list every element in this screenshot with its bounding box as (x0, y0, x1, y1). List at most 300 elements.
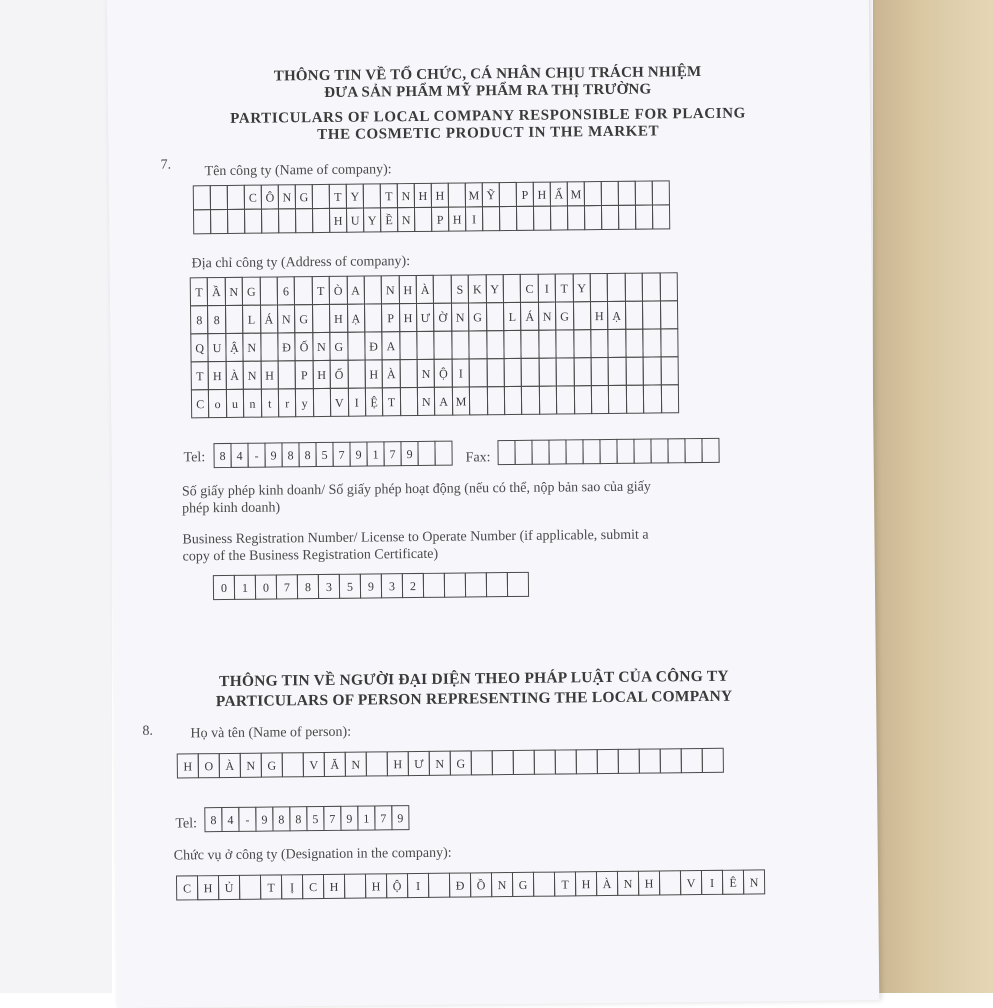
char-cell[interactable] (399, 331, 418, 360)
char-cell[interactable] (521, 386, 540, 415)
char-cell[interactable]: H (533, 182, 551, 207)
char-cell[interactable]: 2 (402, 573, 424, 598)
char-cell[interactable] (667, 438, 685, 463)
char-cell[interactable] (499, 206, 517, 231)
char-cell[interactable]: 9 (340, 806, 358, 831)
char-cell[interactable]: I (465, 206, 483, 231)
char-cell[interactable]: P (431, 207, 449, 232)
char-cell[interactable]: Ò (329, 276, 348, 305)
char-cell[interactable]: P (295, 360, 314, 389)
char-cell[interactable]: 8 (207, 305, 226, 334)
char-cell[interactable]: Ạ (347, 304, 366, 333)
char-cell[interactable]: Ị (281, 874, 303, 899)
char-cell[interactable] (400, 387, 419, 416)
char-cell[interactable] (239, 875, 261, 900)
char-cell[interactable] (210, 209, 228, 234)
char-cell[interactable] (567, 205, 585, 230)
char-cell[interactable]: 0 (213, 575, 235, 600)
char-cell[interactable]: 3 (381, 573, 403, 598)
char-cell[interactable] (433, 275, 452, 304)
char-cell[interactable]: Ẩ (550, 181, 568, 206)
company-fax-field[interactable] (497, 438, 719, 465)
char-cell[interactable] (576, 749, 598, 774)
char-cell[interactable] (555, 329, 574, 358)
char-cell[interactable] (193, 185, 211, 210)
char-cell[interactable]: H (177, 753, 199, 778)
char-cell[interactable] (573, 385, 592, 414)
char-cell[interactable]: u (226, 389, 245, 418)
char-cell[interactable]: Ư (408, 751, 430, 776)
char-cell[interactable]: 7 (374, 805, 392, 830)
char-cell[interactable] (590, 329, 609, 358)
char-cell[interactable]: Ầ (207, 277, 226, 306)
char-cell[interactable]: 1 (234, 575, 256, 600)
char-cell[interactable]: V (680, 870, 702, 895)
char-cell[interactable]: Y (485, 274, 504, 303)
char-cell[interactable]: N (451, 302, 470, 331)
char-cell[interactable]: C (244, 185, 262, 210)
char-cell[interactable] (701, 438, 719, 463)
char-cell[interactable] (313, 388, 332, 417)
char-cell[interactable]: 1 (357, 805, 375, 830)
char-cell[interactable]: H (208, 361, 227, 390)
char-cell[interactable]: H (329, 208, 347, 233)
char-cell[interactable]: G (450, 750, 472, 775)
char-cell[interactable]: 5 (315, 442, 333, 467)
char-cell[interactable]: S (451, 274, 470, 303)
char-cell[interactable]: Ô (261, 184, 279, 209)
char-cell[interactable]: C (520, 274, 539, 303)
char-cell[interactable]: t (260, 388, 279, 417)
char-cell[interactable] (590, 273, 609, 302)
char-cell[interactable]: 8 (298, 442, 316, 467)
char-cell[interactable]: A (382, 331, 401, 360)
char-cell[interactable] (434, 331, 453, 360)
char-cell[interactable] (684, 438, 702, 463)
char-cell[interactable]: - (238, 807, 256, 832)
company-tel-field[interactable] (213, 441, 452, 469)
char-cell[interactable] (497, 440, 515, 465)
char-cell[interactable] (565, 439, 583, 464)
char-cell[interactable] (434, 441, 452, 466)
char-cell[interactable] (486, 330, 505, 359)
char-cell[interactable]: 7 (323, 806, 341, 831)
char-cell[interactable]: N (491, 872, 513, 897)
char-cell[interactable] (469, 386, 488, 415)
char-cell[interactable] (573, 301, 592, 330)
char-cell[interactable] (538, 358, 557, 387)
char-cell[interactable]: T (329, 184, 347, 209)
char-cell[interactable]: 8 (289, 806, 307, 831)
char-cell[interactable]: A (434, 387, 453, 416)
char-cell[interactable] (659, 272, 678, 301)
char-cell[interactable] (635, 181, 653, 206)
char-cell[interactable]: H (448, 206, 466, 231)
char-cell[interactable] (616, 439, 634, 464)
char-cell[interactable]: H (398, 275, 417, 304)
char-cell[interactable]: G (242, 277, 261, 306)
char-cell[interactable]: Y (363, 207, 381, 232)
char-cell[interactable]: T (555, 273, 574, 302)
char-cell[interactable] (643, 384, 662, 413)
char-cell[interactable] (531, 440, 549, 465)
char-cell[interactable]: M (567, 181, 585, 206)
char-cell[interactable] (278, 360, 297, 389)
char-cell[interactable]: Ư (416, 303, 435, 332)
char-cell[interactable]: H (260, 360, 279, 389)
char-cell[interactable] (504, 386, 523, 415)
char-cell[interactable]: T (380, 183, 398, 208)
char-cell[interactable]: H (590, 301, 609, 330)
char-cell[interactable] (607, 273, 626, 302)
char-cell[interactable] (417, 441, 435, 466)
company-name-grid[interactable] (193, 180, 670, 234)
char-cell[interactable] (555, 749, 577, 774)
char-cell[interactable]: H (312, 360, 331, 389)
char-cell[interactable]: G (294, 304, 313, 333)
char-cell[interactable]: Q (190, 333, 209, 362)
char-cell[interactable] (414, 207, 432, 232)
char-cell[interactable] (193, 209, 211, 234)
char-cell[interactable] (486, 358, 505, 387)
char-cell[interactable] (639, 748, 661, 773)
char-cell[interactable] (227, 209, 245, 234)
char-cell[interactable] (625, 301, 644, 330)
char-cell[interactable] (469, 330, 488, 359)
char-cell[interactable] (499, 182, 517, 207)
char-cell[interactable]: N (429, 751, 451, 776)
char-cell[interactable]: G (329, 332, 348, 361)
char-cell[interactable]: C (176, 875, 198, 900)
char-cell[interactable]: À (382, 359, 401, 388)
char-cell[interactable] (599, 439, 617, 464)
char-cell[interactable] (492, 750, 514, 775)
char-cell[interactable]: Ỹ (482, 182, 500, 207)
char-cell[interactable]: À (219, 753, 241, 778)
char-cell[interactable]: I (451, 358, 470, 387)
char-cell[interactable] (521, 358, 540, 387)
char-cell[interactable] (573, 357, 592, 386)
char-cell[interactable] (295, 208, 313, 233)
char-cell[interactable]: Ă (324, 752, 346, 777)
char-cell[interactable]: N (397, 207, 415, 232)
char-cell[interactable] (260, 332, 279, 361)
char-cell[interactable] (597, 749, 619, 774)
char-cell[interactable] (227, 185, 245, 210)
char-cell[interactable] (660, 384, 679, 413)
char-cell[interactable]: T (190, 277, 209, 306)
char-cell[interactable]: O (198, 753, 220, 778)
char-cell[interactable]: H (638, 870, 660, 895)
char-cell[interactable]: Ậ (225, 333, 244, 362)
char-cell[interactable]: G (468, 302, 487, 331)
char-cell[interactable]: H (431, 183, 449, 208)
char-cell[interactable]: Ộ (386, 873, 408, 898)
char-cell[interactable] (652, 204, 670, 229)
char-cell[interactable]: G (512, 872, 534, 897)
designation-field[interactable] (176, 869, 765, 903)
char-cell[interactable] (428, 873, 450, 898)
char-cell[interactable] (516, 206, 534, 231)
char-cell[interactable] (503, 330, 522, 359)
license-number-field[interactable] (213, 572, 529, 603)
char-cell[interactable] (618, 181, 636, 206)
char-cell[interactable] (423, 573, 445, 598)
char-cell[interactable]: Ố (330, 360, 349, 389)
char-cell[interactable]: P (381, 303, 400, 332)
char-cell[interactable]: H (575, 871, 597, 896)
char-cell[interactable]: T (311, 276, 330, 305)
char-cell[interactable] (210, 185, 228, 210)
char-cell[interactable]: 9 (360, 573, 382, 598)
char-cell[interactable]: H (387, 751, 409, 776)
char-cell[interactable] (282, 752, 304, 777)
char-cell[interactable] (584, 205, 602, 230)
char-cell[interactable] (503, 274, 522, 303)
char-cell[interactable] (659, 870, 681, 895)
char-cell[interactable] (601, 205, 619, 230)
char-cell[interactable]: N (243, 361, 262, 390)
char-cell[interactable] (486, 302, 505, 331)
char-cell[interactable]: T (191, 361, 210, 390)
char-cell[interactable] (469, 358, 488, 387)
char-cell[interactable]: Đ (364, 331, 383, 360)
char-cell[interactable]: 8 (204, 807, 222, 832)
char-cell[interactable]: Á (520, 302, 539, 331)
char-cell[interactable]: 9 (400, 441, 418, 466)
char-cell[interactable] (507, 572, 529, 597)
char-cell[interactable]: G (261, 752, 283, 777)
char-cell[interactable]: H (399, 303, 418, 332)
char-cell[interactable]: 5 (339, 574, 361, 599)
char-cell[interactable]: L (503, 302, 522, 331)
char-cell[interactable] (660, 328, 679, 357)
char-cell[interactable] (364, 303, 383, 332)
char-cell[interactable]: N (345, 752, 367, 777)
char-cell[interactable]: Á (260, 304, 279, 333)
company-address-grid[interactable] (190, 272, 679, 418)
char-cell[interactable]: 4 (221, 807, 239, 832)
char-cell[interactable]: 0 (255, 574, 277, 599)
char-cell[interactable] (244, 209, 262, 234)
char-cell[interactable] (635, 205, 653, 230)
char-cell[interactable]: I (347, 388, 366, 417)
char-cell[interactable]: 9 (255, 807, 273, 832)
char-cell[interactable] (448, 182, 466, 207)
char-cell[interactable]: 7 (383, 441, 401, 466)
char-cell[interactable]: 9 (264, 442, 282, 467)
char-cell[interactable]: H (364, 359, 383, 388)
char-cell[interactable] (550, 205, 568, 230)
char-cell[interactable] (681, 748, 703, 773)
char-cell[interactable] (642, 272, 661, 301)
char-cell[interactable]: Y (346, 184, 364, 209)
char-cell[interactable]: V (303, 752, 325, 777)
char-cell[interactable]: Ồ (470, 872, 492, 897)
char-cell[interactable]: o (208, 389, 227, 418)
char-cell[interactable]: Ủ (218, 875, 240, 900)
char-cell[interactable] (625, 357, 644, 386)
char-cell[interactable]: U (208, 333, 227, 362)
char-cell[interactable]: n (243, 389, 262, 418)
char-cell[interactable]: U (346, 208, 364, 233)
char-cell[interactable]: Ờ (433, 303, 452, 332)
char-cell[interactable] (556, 385, 575, 414)
char-cell[interactable]: 9 (391, 805, 409, 830)
char-cell[interactable] (465, 572, 487, 597)
char-cell[interactable] (582, 439, 600, 464)
char-cell[interactable]: Đ (277, 332, 296, 361)
char-cell[interactable]: T (260, 874, 282, 899)
char-cell[interactable]: C (191, 389, 210, 418)
char-cell[interactable]: T (382, 387, 401, 416)
char-cell[interactable] (513, 750, 535, 775)
char-cell[interactable] (642, 300, 661, 329)
person-tel-field[interactable] (204, 805, 409, 835)
char-cell[interactable] (660, 748, 682, 773)
char-cell[interactable]: 1 (366, 441, 384, 466)
char-cell[interactable] (633, 439, 651, 464)
char-cell[interactable]: 6 (277, 276, 296, 305)
char-cell[interactable] (584, 181, 602, 206)
char-cell[interactable] (660, 356, 679, 385)
char-cell[interactable] (601, 181, 619, 206)
char-cell[interactable]: M (452, 386, 471, 415)
char-cell[interactable]: 3 (318, 574, 340, 599)
char-cell[interactable] (608, 357, 627, 386)
char-cell[interactable] (259, 276, 278, 305)
char-cell[interactable] (482, 206, 500, 231)
char-cell[interactable]: N (242, 333, 261, 362)
char-cell[interactable] (618, 205, 636, 230)
char-cell[interactable]: 8 (190, 305, 209, 334)
char-cell[interactable] (608, 329, 627, 358)
char-cell[interactable]: C (302, 874, 324, 899)
char-cell[interactable]: N (277, 304, 296, 333)
char-cell[interactable] (652, 180, 670, 205)
char-cell[interactable] (521, 330, 540, 359)
char-cell[interactable]: V (330, 388, 349, 417)
char-cell[interactable]: H (329, 304, 348, 333)
char-cell[interactable]: K (468, 274, 487, 303)
char-cell[interactable]: G (555, 301, 574, 330)
char-cell[interactable]: G (295, 184, 313, 209)
char-cell[interactable] (618, 749, 640, 774)
char-cell[interactable]: H (323, 874, 345, 899)
char-cell[interactable]: N (224, 277, 243, 306)
char-cell[interactable]: M (465, 182, 483, 207)
char-cell[interactable]: Ệ (365, 387, 384, 416)
char-cell[interactable]: Ố (295, 332, 314, 361)
char-cell[interactable] (643, 356, 662, 385)
char-cell[interactable] (344, 874, 366, 899)
char-cell[interactable] (312, 208, 330, 233)
char-cell[interactable]: À (596, 871, 618, 896)
char-cell[interactable] (487, 386, 506, 415)
char-cell[interactable] (504, 358, 523, 387)
char-cell[interactable] (294, 276, 313, 305)
char-cell[interactable]: N (743, 869, 765, 894)
char-cell[interactable]: N (312, 332, 331, 361)
char-cell[interactable]: I (538, 274, 557, 303)
char-cell[interactable]: Ộ (434, 359, 453, 388)
char-cell[interactable]: A (346, 276, 365, 305)
char-cell[interactable]: I (407, 873, 429, 898)
char-cell[interactable]: T (554, 871, 576, 896)
char-cell[interactable] (650, 438, 668, 463)
char-cell[interactable] (539, 386, 558, 415)
char-cell[interactable] (624, 273, 643, 302)
char-cell[interactable]: - (247, 443, 265, 468)
char-cell[interactable] (608, 385, 627, 414)
char-cell[interactable] (573, 329, 592, 358)
char-cell[interactable] (533, 206, 551, 231)
char-cell[interactable] (591, 385, 610, 414)
char-cell[interactable] (514, 440, 532, 465)
char-cell[interactable] (625, 329, 644, 358)
char-cell[interactable]: N (417, 359, 436, 388)
char-cell[interactable]: r (278, 388, 297, 417)
char-cell[interactable]: 9 (349, 442, 367, 467)
char-cell[interactable] (225, 305, 244, 334)
char-cell[interactable] (538, 330, 557, 359)
char-cell[interactable]: N (397, 183, 415, 208)
char-cell[interactable]: À (225, 361, 244, 390)
char-cell[interactable] (444, 572, 466, 597)
char-cell[interactable]: À (416, 275, 435, 304)
char-cell[interactable] (261, 208, 279, 233)
char-cell[interactable] (451, 330, 470, 359)
char-cell[interactable]: H (414, 183, 432, 208)
char-cell[interactable] (626, 385, 645, 414)
char-cell[interactable] (486, 572, 508, 597)
char-cell[interactable] (363, 183, 381, 208)
char-cell[interactable]: N (417, 387, 436, 416)
char-cell[interactable]: 4 (230, 443, 248, 468)
person-name-field[interactable] (177, 748, 724, 782)
char-cell[interactable] (471, 750, 493, 775)
char-cell[interactable]: Y (572, 273, 591, 302)
char-cell[interactable]: Ê (722, 870, 744, 895)
char-cell[interactable] (416, 331, 435, 360)
char-cell[interactable] (347, 332, 366, 361)
char-cell[interactable]: H (197, 875, 219, 900)
char-cell[interactable] (548, 439, 566, 464)
char-cell[interactable] (366, 751, 388, 776)
char-cell[interactable] (642, 328, 661, 357)
char-cell[interactable] (399, 359, 418, 388)
char-cell[interactable]: N (538, 302, 557, 331)
char-cell[interactable]: N (381, 275, 400, 304)
char-cell[interactable]: I (701, 870, 723, 895)
char-cell[interactable]: Đ (449, 872, 471, 897)
char-cell[interactable]: N (617, 871, 639, 896)
char-cell[interactable]: 8 (281, 442, 299, 467)
char-cell[interactable] (278, 208, 296, 233)
char-cell[interactable]: H (365, 873, 387, 898)
char-cell[interactable] (591, 357, 610, 386)
char-cell[interactable] (364, 275, 383, 304)
char-cell[interactable]: Ề (380, 207, 398, 232)
char-cell[interactable] (660, 300, 679, 329)
char-cell[interactable] (556, 357, 575, 386)
char-cell[interactable] (312, 184, 330, 209)
char-cell[interactable]: N (278, 184, 296, 209)
char-cell[interactable]: y (295, 388, 314, 417)
char-cell[interactable]: 8 (213, 443, 231, 468)
char-cell[interactable] (347, 360, 366, 389)
char-cell[interactable]: 7 (276, 574, 298, 599)
